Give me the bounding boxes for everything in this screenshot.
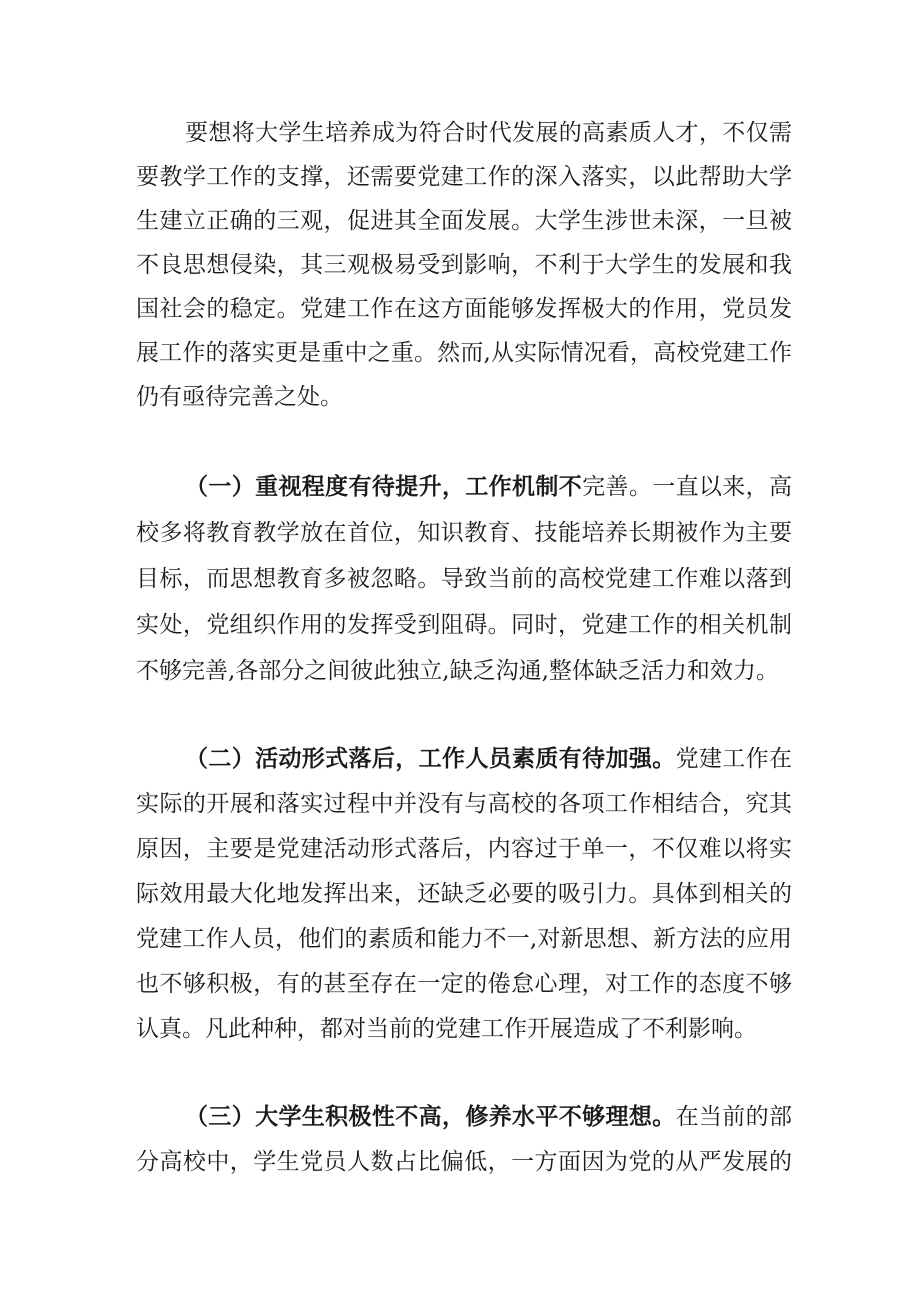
section-heading-3: （三）大学生积极性不高，修养水平不够理想。 bbox=[185, 1103, 676, 1130]
paragraph-3-line-6: 也不够积极，有的甚至存在一定的倦怠心理，对工作的态度不够 bbox=[136, 971, 792, 997]
paragraph-3-line-5: 党建工作人员，他们的素质和能力不一,对新思想、新方法的应用 bbox=[136, 926, 792, 952]
section-heading-2: （二）活动形式落后，工作人员素质有待加强。 bbox=[185, 745, 676, 772]
paragraph-2-line-2: 校多将教育教学放在首位，知识教育、技能培养长期被作为主要 bbox=[136, 520, 792, 546]
paragraph-2-line-4: 实处，党组织作用的发挥受到阻碍。同时，党建工作的相关机制 bbox=[136, 612, 792, 638]
paragraph-1-line-1: 要想将大学生培养成为符合时代发展的高素质人才，不仅需 bbox=[185, 120, 792, 146]
paragraph-3-line-7: 认真。凡此种种，都对当前的党建工作开展造成了不利影响。 bbox=[136, 1016, 757, 1042]
paragraph-1-line-3: 生建立正确的三观，促进其全面发展。大学生涉世未深，一旦被 bbox=[136, 208, 792, 234]
paragraph-4-line-1 bbox=[185, 1099, 792, 1135]
paragraph-1-line-5: 国社会的稳定。党建工作在这方面能够发挥极大的作用，党员发 bbox=[136, 296, 792, 322]
paragraph-3-line-2: 实际的开展和落实过程中并没有与高校的各项工作相结合，究其 bbox=[136, 791, 792, 817]
paragraph-3-first-text: 党建工作在 bbox=[675, 746, 792, 772]
paragraph-4-first-text: 在当前的部 bbox=[675, 1104, 792, 1130]
section-heading-1: （一）重视程度有待提升，工作机制不 bbox=[185, 473, 583, 500]
paragraph-2-line-5: 不够完善,各部分之间彼此独立,缺乏沟通,整体缺乏活力和效力。 bbox=[136, 658, 779, 684]
paragraph-2-line-1 bbox=[185, 469, 792, 505]
paragraph-3-line-3: 原因，主要是党建活动形式落后，内容过于单一，不仅难以将实 bbox=[136, 836, 792, 862]
paragraph-2-line-3: 目标，而思想教育多被忽略。导致当前的高校党建工作难以落到 bbox=[136, 566, 792, 592]
paragraph-1-line-2: 要教学工作的支撑，还需要党建工作的深入落实，以此帮助大学 bbox=[136, 164, 792, 190]
paragraph-3-line-4: 际效用最大化地发挥出来，还缺乏必要的吸引力。具体到相关的 bbox=[136, 881, 792, 907]
paragraph-4-line-2: 分高校中，学生党员人数占比偏低，一方面因为党的从严发展的 bbox=[136, 1149, 792, 1175]
paragraph-1-line-4: 不良思想侵染，其三观极易受到影响，不利于大学生的发展和我 bbox=[136, 252, 792, 278]
paragraph-1-line-7: 仍有亟待完善之处。 bbox=[136, 384, 343, 410]
paragraph-2-first-text: 完善。一直以来，高 bbox=[582, 474, 792, 500]
paragraph-3-line-1 bbox=[185, 741, 792, 777]
paragraph-1-line-6: 展工作的落实更是重中之重。然而,从实际情况看，高校党建工作 bbox=[136, 340, 792, 366]
